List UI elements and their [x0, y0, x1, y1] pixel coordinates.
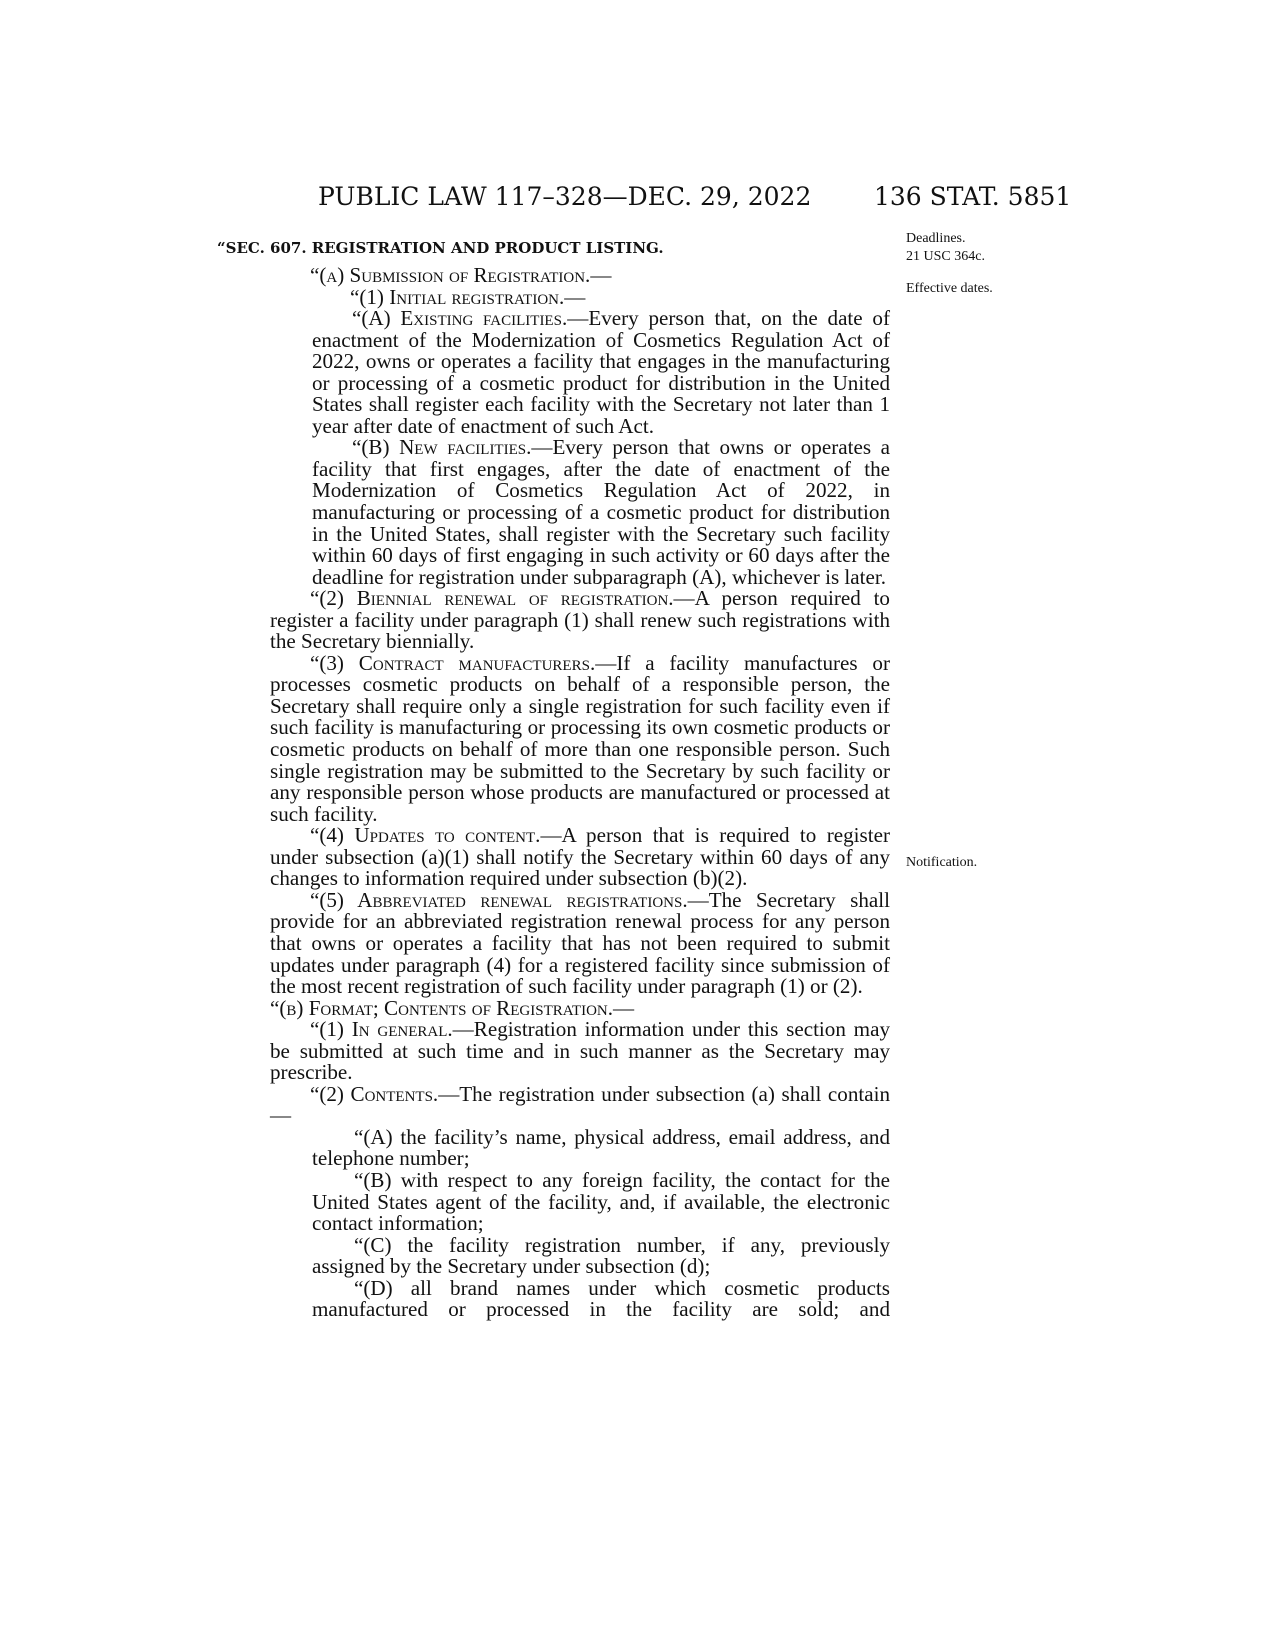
subparagraph-b-2-B: [270, 1167, 890, 1236]
margin-note-notification: Notification.: [906, 855, 978, 870]
margin-note-deadlines-label: Deadlines.: [906, 231, 966, 246]
paragraph-a-3: [270, 650, 890, 826]
paragraph-a-2-heading: “(2) Biennial renewal of registration.—: [310, 586, 695, 611]
subparagraph-b-2-C-text: “(C) the facility registration number, if any, previously assigned by the Secretary under subsection (d);: [312, 1232, 890, 1279]
subparagraph-b-2-A: [270, 1124, 890, 1171]
paragraph-a-1: [270, 284, 890, 309]
paragraph-b-2-heading: “(2) Contents.—: [310, 1081, 460, 1106]
paragraph-a-5-text: The Secretary shall provide for an abbreviated registration renewal process for any person that owns or operates a facility that has not been required to submit updates under paragraph (4) for a registered facility since submission of the most recent registration of such facility under paragraph (1) or (2).: [270, 887, 890, 999]
paragraph-a-4-heading: “(4) Updates to content.—: [310, 823, 562, 848]
paragraph-b-1-heading: “(1) In general.—: [310, 1017, 474, 1042]
paragraph-a-4: [270, 825, 890, 890]
margin-note-deadlines: [906, 230, 985, 266]
subparagraph-b-2-B-text: “(B) with respect to any foreign facility, the contact for the United States agent of the facility, and, if available, the electronic contact information;: [312, 1167, 890, 1236]
paragraph-a-5: [270, 887, 890, 999]
subparagraph-a-1-A-heading: “(A) Existing facilities.—: [352, 306, 589, 331]
statute-body: [270, 265, 890, 1321]
subparagraph-b-2-A-text: “(A) the facility’s name, physical address, email address, and telephone number;: [312, 1124, 890, 1171]
section-title: “SEC. 607. REGISTRATION AND PRODUCT LISTING.: [217, 239, 664, 257]
paragraph-b-1-text: Registration information under this section may be submitted at such time and in such manner as the Secretary may prescribe.: [270, 1017, 890, 1085]
paragraph-a-2-text: A person required to register a facility under paragraph (1) shall renew such registrations with the Secretary biennially.: [270, 586, 890, 654]
margin-note-effective-dates: Effective dates.: [906, 281, 993, 296]
subparagraph-a-1-B-heading: “(B) New facilities.—: [352, 435, 553, 460]
subsection-a-heading: “(a) Submission of Registration.—: [310, 263, 612, 287]
subsection-b-heading: “(b) Format; Contents of Registration.—: [270, 995, 635, 1020]
paragraph-a-3-text: If a facility manufactures or processes cosmetic products on behalf of a responsible person, the Secretary shall require only a single registration for such facility even if such facility is manufacturing or processing its own cosmetic products or cosmetic products on behalf of more than one responsible person. Such single registration may be submitted to the Secretary by such facility or any responsible person whose products are manufactured or processed at such facility.: [270, 650, 890, 826]
paragraph-b-2-text: The registration under subsection (a) shall contain—: [270, 1081, 890, 1128]
paragraph-a-3-heading: “(3) Contract manufacturers.—: [310, 650, 617, 675]
subparagraph-b-2-D: [270, 1275, 890, 1322]
subparagraph-b-2-D-text: “(D) all brand names under which cosmetic products manufactured or processed in the facility are sold; and: [312, 1275, 890, 1322]
paragraph-a-5-heading: “(5) Abbreviated renewal registrations.—: [310, 887, 709, 912]
subparagraph-b-2-C: [270, 1232, 890, 1279]
subparagraph-a-1-B-text: Every person that owns or operates a facility that first engages, after the date of enactment of the Modernization of Cosmetics Regulation Act of 2022, in manufacturing or processing of a cosmetic product for distribution in the United States, shall register with the Secretary such facility within 60 days of first engaging in such activity or 60 days after the deadline for registration under subparagraph (A), whichever is later.: [312, 435, 890, 589]
subparagraph-a-1-A: [270, 308, 890, 437]
paragraph-b-2: [270, 1081, 890, 1128]
paragraph-a-4-text: A person that is required to register under subsection (a)(1) shall notify the Secretary within 60 days of any changes to information required under subsection (b)(2).: [270, 823, 890, 891]
paragraph-b-1: [270, 1019, 890, 1084]
running-header-right: 136 STAT. 5851: [874, 182, 1072, 211]
subparagraph-a-1-B: [270, 437, 890, 588]
subsection-a: [270, 265, 890, 287]
subsection-b: [270, 995, 890, 1020]
subparagraph-a-1-A-text: Every person that, on the date of enactment of the Modernization of Cosmetics Regulation Act of 2022, owns or operates a facility that engages in the manufacturing or processing of a cosmetic product for distribution in the United States shall register each facility with the Secretary not later than 1 year after date of enactment of such Act.: [312, 306, 890, 438]
running-header-left: PUBLIC LAW 117–328—DEC. 29, 2022: [318, 182, 812, 211]
paragraph-a-2: [270, 588, 890, 653]
margin-note-usc: 21 USC 364c.: [906, 249, 985, 264]
paragraph-a-1-heading: “(1) Initial registration.—: [350, 284, 586, 309]
